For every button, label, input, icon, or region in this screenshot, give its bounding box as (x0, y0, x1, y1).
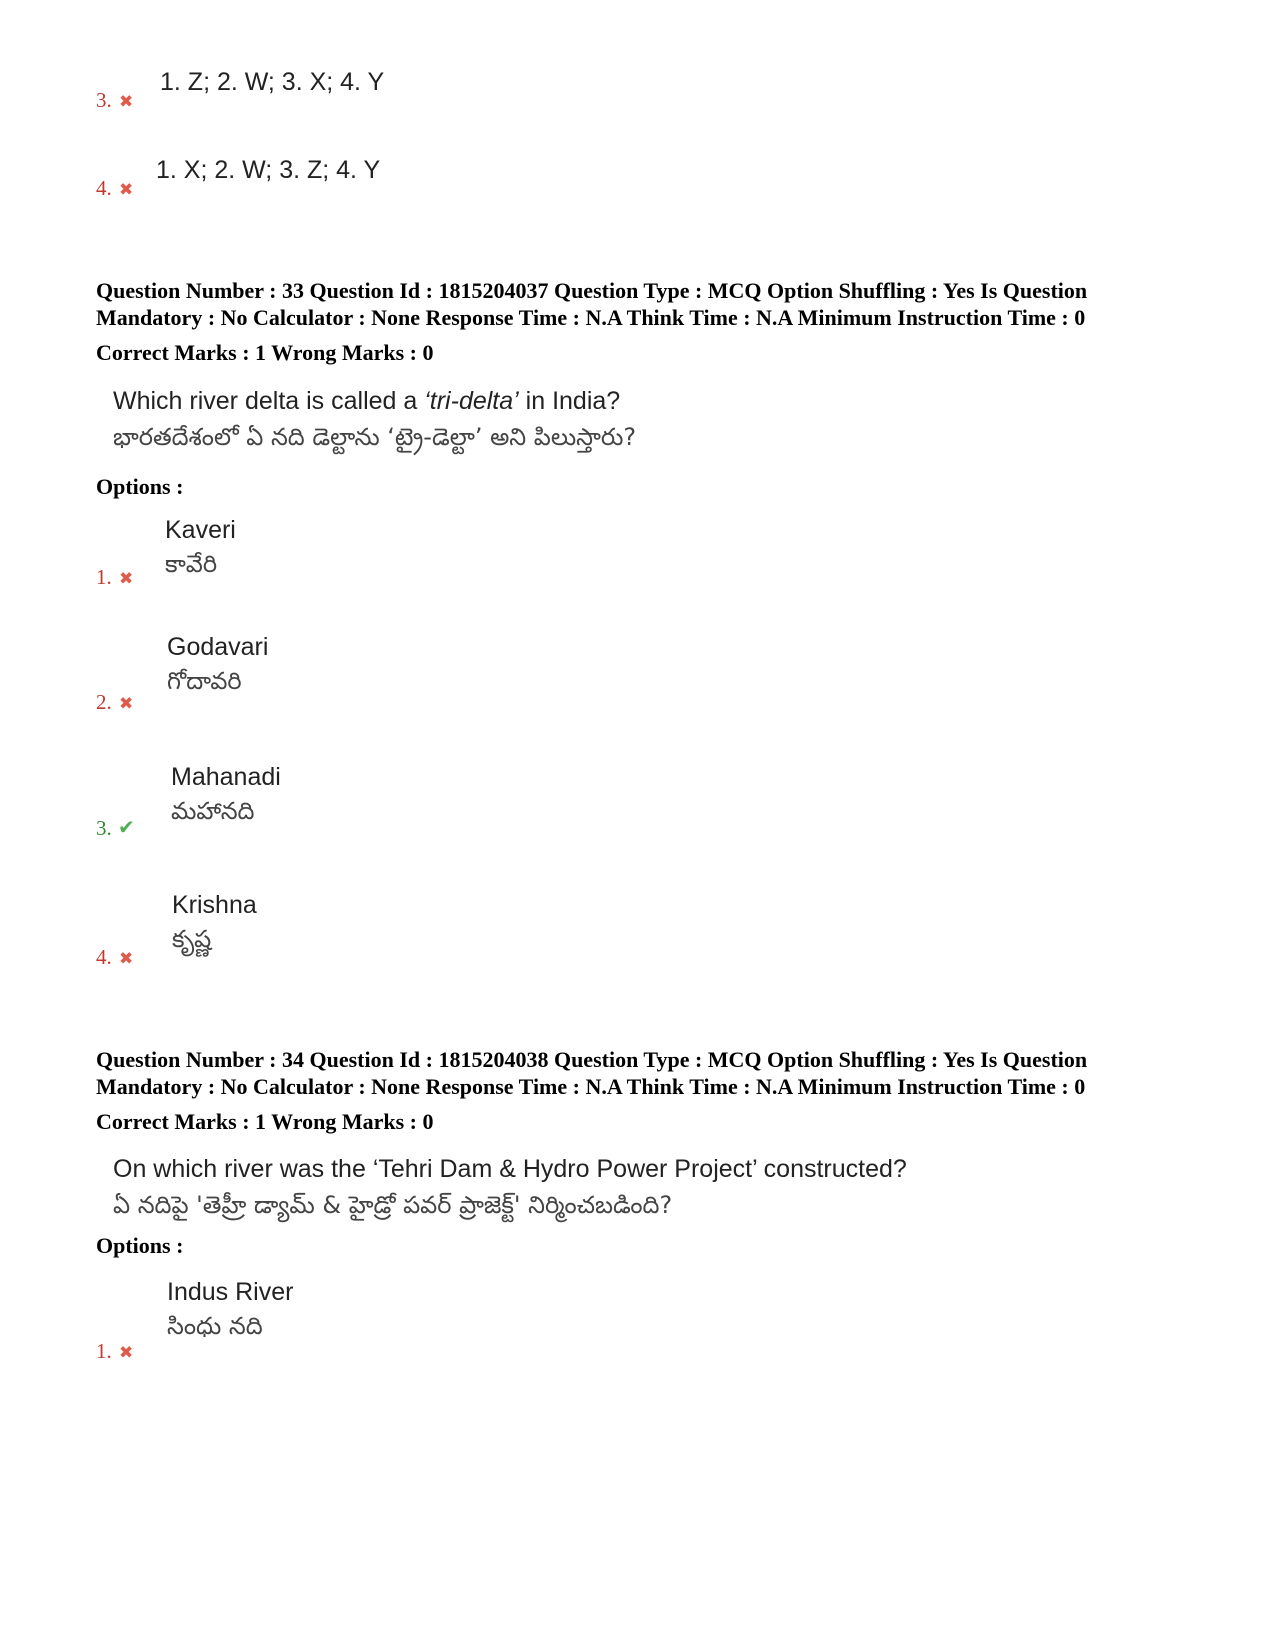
option-number: 4. (96, 176, 112, 200)
cross-icon: ✖ (119, 1343, 134, 1363)
cross-icon: ✖ (119, 949, 134, 969)
option-number: 3. (96, 88, 112, 112)
q34-meta-line1: Question Number : 34 Question Id : 1815204038 Question Type : MCQ Option Shuffling : Yes Is Question (96, 1047, 1088, 1072)
option-text: 1. X; 2. W; 3. Z; 4. Y (156, 156, 381, 184)
cross-icon: ✖ (119, 569, 134, 589)
q34-question (113, 1151, 907, 1223)
q34-marks: Correct Marks : 1 Wrong Marks : 0 (96, 1109, 434, 1134)
cross-icon: ✖ (119, 694, 134, 714)
cross-icon: ✖ (119, 180, 134, 200)
q33-question-en-post: in India? (518, 387, 621, 415)
option-text (167, 630, 268, 698)
q34-options-label: Options : (96, 1233, 184, 1258)
option-te: సింధు నది (167, 1312, 263, 1340)
q33-marks: Correct Marks : 1 Wrong Marks : 0 (96, 340, 434, 365)
q34-meta-line2: Mandatory : No Calculator : None Response Time : N.A Think Time : N.A Minimum Instruction Time : 0 (96, 1074, 1086, 1099)
check-icon: ✔ (118, 815, 135, 839)
option-number: 4. (96, 945, 112, 969)
option-en: Godavari (167, 633, 269, 661)
q33-options-label: Options : (96, 474, 184, 499)
option-number: 2. (96, 690, 112, 714)
option-te: గోదావరి (167, 667, 242, 695)
option-text (172, 888, 257, 956)
option-te: కృష్ణ (172, 925, 212, 953)
option-te: మహానది (171, 797, 255, 825)
q33-meta-line1: Question Number : 33 Question Id : 1815204037 Question Type : MCQ Option Shuffling : Yes Is Question (96, 278, 1088, 303)
q33-question-te: భారతదేశంలో ఏ నది డెల్టాను ‘ట్రై-డెల్టా’ అని పిలుస్తారు? (113, 423, 637, 451)
q33-question-en-pre: Which river delta is called a (113, 387, 425, 415)
option-text (165, 513, 236, 581)
q33-question (113, 383, 636, 455)
q34-meta (96, 1046, 1196, 1100)
option-number: 1. (96, 1339, 112, 1363)
q33-meta-line2: Mandatory : No Calculator : None Response Time : N.A Think Time : N.A Minimum Instruction Time : 0 (96, 305, 1086, 330)
option-text: 1. Z; 2. W; 3. X; 4. Y (160, 68, 385, 96)
option-en: Indus River (167, 1278, 294, 1306)
option-text (167, 1275, 293, 1343)
q33-question-en (113, 383, 636, 419)
option-text (171, 760, 281, 828)
option-te: కావేరి (165, 550, 218, 578)
cross-icon: ✖ (119, 92, 134, 112)
q33-meta (96, 277, 1196, 331)
q34-question-te: ఏ నదిపై 'తెహ్రీ డ్యామ్ & హైడ్రో పవర్ ప్రాజెక్ట్' నిర్మించబడింది? (113, 1191, 673, 1219)
option-en: Mahanadi (171, 763, 281, 791)
option-en: Kaveri (165, 516, 236, 544)
option-en: Krishna (172, 891, 257, 919)
option-number: 3. (96, 816, 112, 840)
q34-question-en: On which river was the ‘Tehri Dam & Hydro Power Project’ constructed? (113, 1155, 907, 1183)
q33-question-en-em: ‘tri-delta’ (424, 387, 519, 415)
option-number: 1. (96, 565, 112, 589)
